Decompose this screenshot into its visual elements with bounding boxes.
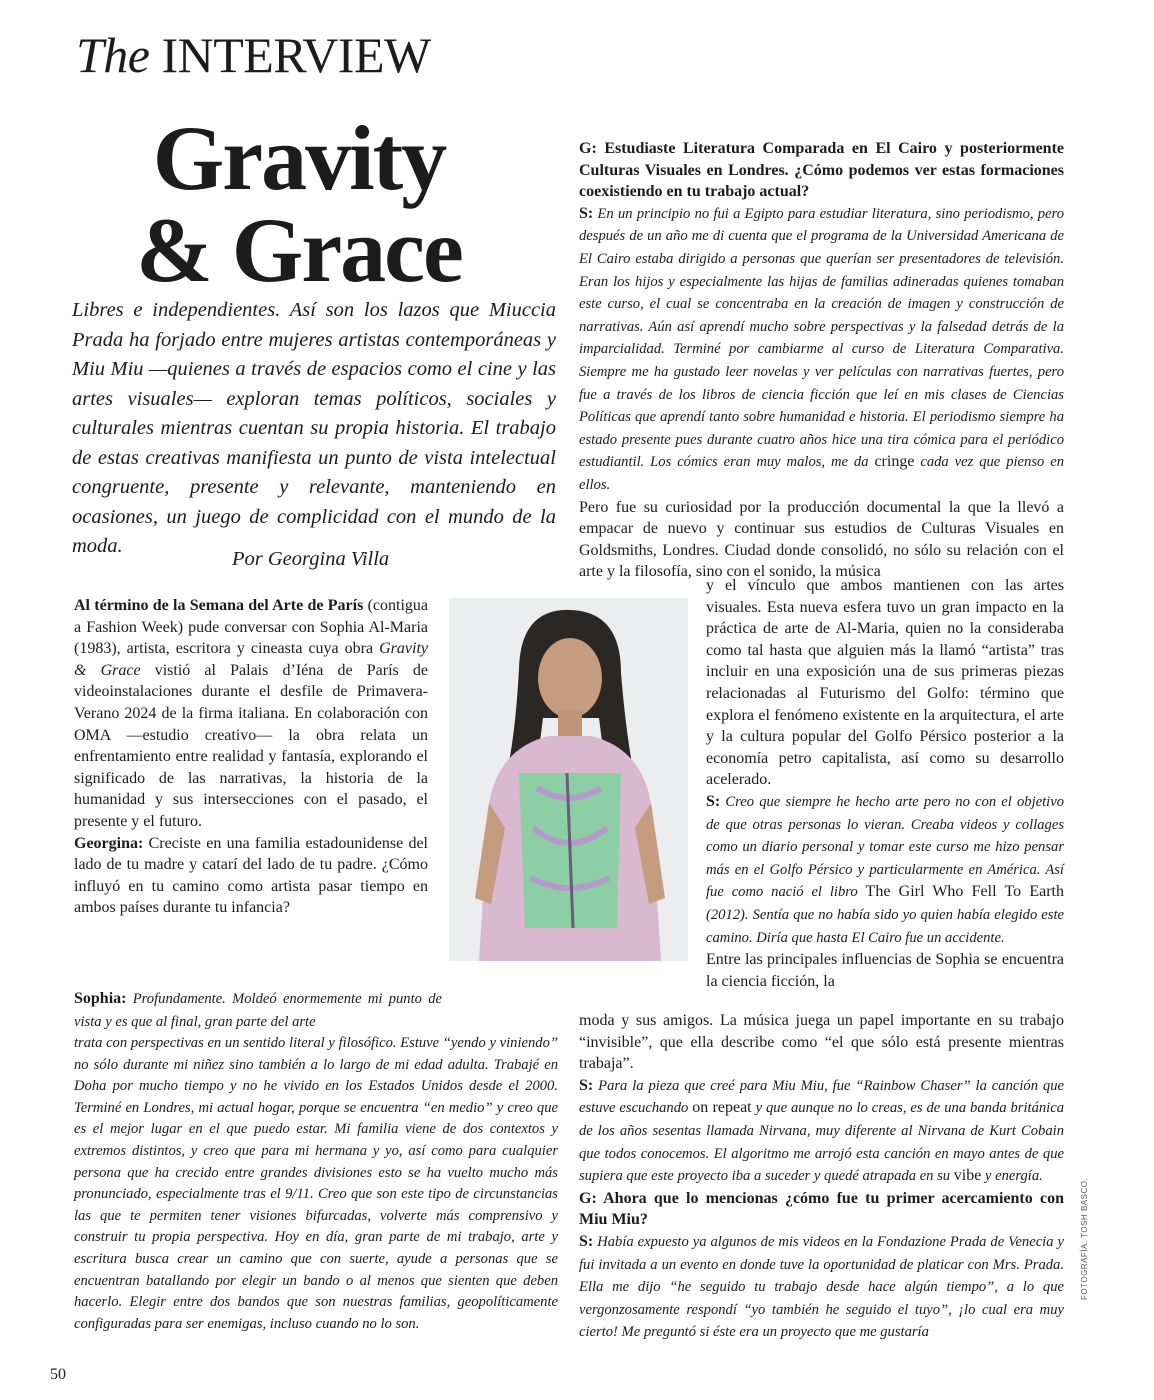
- right-column-bottom: [579, 1010, 1064, 1344]
- lead-text-b: vistió al Palais d’Iéna de París de videoinstalaciones durante el desfile de Primavera-Verano 2024 de la firma italiana. En colaboración con OMA —estudio creativo— la obra relata un enfrentamiento entre realidad y fantasía, explorando el significado de las narrativas, la historia de la humanidad y sus intersecciones con el pasado, el presente y el futuro.: [74, 661, 428, 830]
- answer-2: [579, 203, 1064, 497]
- answer-4: [579, 1075, 1064, 1188]
- influences-paragraph-a: Entre las principales influencias de Sophia se encuentra la ciencia ficción, la: [706, 951, 1064, 990]
- answer-3-book-title: The Girl Who Fell To Earth: [865, 883, 1064, 901]
- answer-1-start-text: Profundamente. Moldeó enormemente mi punto de vista y es que al final, gran parte del arte: [74, 991, 442, 1030]
- photo-credit: FOTOGRAFÍA: TOSH BASCO.: [1080, 1177, 1089, 1300]
- answer-4-label: S:: [579, 1076, 594, 1094]
- answer-2-end: cada vez que pienso en ellos.: [579, 454, 1064, 493]
- left-column-top: [74, 595, 428, 919]
- question-2: G: Estudiaste Literatura Comparada en El Cairo y posteriormente Culturas Visuales en Londres. ¿Cómo podemos ver estas formaciones coexistiendo en tu trabajo actual?: [579, 140, 1064, 201]
- answer-1-rest: trata con perspectivas en un sentido literal y filosófico. Estuve “yendo y viniendo” no sólo durante mi niñez sino también a lo largo de mi edad adulta. Trabajé en Doha por mucho tiempo y no he vivido en los Estados Unidos desde el 2000. Terminé en Londres, mi actual hogar, porque se encuentra “en medio” y creo que es el mejor lugar en el que puedo estar. Mi familia viene de dos contextos y extremos distintos, y creo que para mi hermana y yo, así como para cualquier persona que ha crecido entre grandes divisiones esto se ha vuelto mucho más pronunciado, especialmente tras el 9/11. Creo que son este tipo de circunstancias las que te permiten tener visiones bifurcadas, volverte más comprensivo y construir tu propia perspectiva. Hoy en día, gran parte de mi trabajo, arte y escritura busca crear un camino que con suerte, ayude a personas que se encuentran batallando por elegir un bando o al menos que sienten que deben hacerlo. Elegir entre dos bandos que son nuestras familias, geopolíticamente configuradas para ser enemigas, incluso cuando no lo son.: [74, 1035, 558, 1332]
- answer-4-text-c: y energía.: [981, 1168, 1043, 1185]
- curiosity-paragraph: Pero fue su curiosidad por la producción documental la que la llevó a empacar de nuevo y continuar sus estudios de Culturas Visuales en Goldsmiths, Londres. Ciudad donde consolidó, no sólo su relación con el arte y la filosofía, sino con el sonido, la música: [579, 498, 1064, 581]
- answer-3-label: S:: [706, 792, 721, 810]
- answer-5: [579, 1231, 1064, 1344]
- answer-3-text-a: Creo que siempre he hecho arte pero no con el objetivo de que otras personas lo vieran. Creaba videos y collages como un diario personal y tomar este curso me hizo pensar más en el Golfo Pérsico y particularmente en América. Así fue como nació el libro: [706, 793, 1064, 901]
- answer-1-label: Sophia:: [74, 990, 127, 1007]
- answer-4-vibe: vibe: [953, 1167, 982, 1185]
- header-interview: INTERVIEW: [161, 27, 431, 83]
- answer-4-text-b: y que aunque no lo creas, es de una banda británica de los años sesentas llamada Nirvana, muy diferente al Nirvana de Kurt Cobain que todos conocemos. El algoritmo me arrojó esta canción en mayo antes de que supiera que este proyecto iba a suceder y quedé atrapada en su: [579, 1100, 1064, 1185]
- right-column-middle: [706, 575, 1064, 992]
- answer-4-repeat: on repeat: [692, 1099, 752, 1117]
- section-header: [76, 27, 431, 83]
- lead-artwork-title: Gravity & Grace: [74, 640, 428, 679]
- question-1-label: Georgina:: [74, 834, 144, 852]
- answer-1-start: [74, 988, 442, 1033]
- answer-3-text-b: (2012). Sentía que no había sido yo quien había elegido este camino. Diría que hasta El Cairo fue un accidente.: [706, 906, 1064, 946]
- article-title: [76, 107, 522, 301]
- portrait-illustration: [449, 598, 688, 961]
- lead-bold: Al término de la Semana del Arte de París: [74, 597, 364, 614]
- answer-5-text: Había expuesto ya algunos de mis videos en la Fondazione Prada de Venecia y fui invitada a un evento en donde tuve la oportunidad de platicar con Mrs. Prada. Ella me dijo “he seguido tu trabajo desde hace algún tiempo”, a lo que vergonzosamente respondí “yo también he seguido el tuyo”, ¡lo cual era muy cierto! Me preguntó si éste era un proyecto que me gustaría: [579, 1233, 1064, 1341]
- answer-2-text: En un principio no fui a Egipto para estudiar literatura, sino periodismo, pero después de un año me di cuenta que el programa de la Universidad Americana de El Cairo estaba dirigido a personas que querían ser presentadores de televisión. Eran los hijos y especialmente las hijas de familias adineradas quienes tomaban este curso, el cual se concentraba en la creación de imagen y construcción de narrativas. Aún así aprendí mucho sobre perspectivas y la falsedad detrás de la imparcialidad. Terminé por cambiarme al curso de Literatura Comparativa. Siempre me ha gustado leer novelas y ver películas con narrativas fuertes, pero fue a través de los libros de ciencia ficción que leí en mis clases de Ciencias Políticas que aprendí tanto sobre humanidad e historia. El periodismo siempre ha estado presente pues durante cuatro años hice una tira cómica para el periódico estudiantil. Los cómics eran muy malos, me da: [579, 205, 1064, 471]
- answer-4-text-a: Para la pieza que creé para Miu Miu, fue “Rainbow Chaser” la canción que estuve escuchando: [579, 1077, 1064, 1117]
- title-line-1: Gravity: [152, 107, 446, 209]
- byline: Por Georgina Villa: [232, 548, 390, 570]
- intro-paragraph: Libres e independientes. Así son los lazos que Miuccia Prada ha forjado entre mujeres artistas contemporáneas y Miu Miu —quienes a través de espacios como el cine y las artes visuales— exploran temas políticos, sociales y culturales mientras cuentan su propia historia. El trabajo de estas creativas manifiesta un punto de vista intelectual congruente, presente y relevante, manteniendo en ocasiones, un juego de complicidad con el mundo de la moda.: [72, 299, 556, 557]
- portrait-photo: [449, 598, 688, 961]
- curiosity-paragraph-cont: y el vínculo que ambos mantienen con las artes visuales. Esta nueva esfera tuvo un gran impacto en la práctica de arte de Al-Maria, quien no la consideraba como tal hasta que alguien más la llamó “artista” tras incluir en una exposición una de sus primeras piezas relacionadas al Futurismo del Golfo: término que explora el fenómeno existente en la arquitectura, el arte y la cultura popular del Golfo Pérsico posterior a la economía petro capitalista, así como su desarrollo acelerado.: [706, 577, 1064, 789]
- title-line-2: & Grace: [136, 199, 462, 301]
- influences-paragraph-b: moda y sus amigos. La música juega un papel importante en su trabajo “invisible”, que ella describe como “el que sólo está presente mientras trabaja”.: [579, 1012, 1064, 1073]
- answer-2-label: S:: [579, 204, 594, 222]
- answer-5-label: S:: [579, 1232, 594, 1250]
- answer-2-cringe: cringe: [874, 453, 915, 471]
- lead-paragraph: [74, 595, 428, 833]
- right-column-top: [579, 138, 1064, 583]
- question-5: G: Ahora que lo mencionas ¿cómo fue tu primer acercamiento con Miu Miu?: [579, 1189, 1064, 1229]
- question-1: [74, 833, 428, 919]
- header-the: The: [76, 27, 150, 83]
- page-number: 50: [50, 1366, 66, 1383]
- question-1-text: Creciste en una familia estadounidense del lado de tu madre y catarí del lado de tu padre. ¿Cómo influyó en tu camino como artista pasar tiempo en ambos países durante tu infancia?: [74, 834, 428, 917]
- lead-text-a: (contigua a Fashion Week) pude conversar con Sophia Al-Maria (1983), artista, escritora y cineasta cuya obra: [74, 597, 428, 658]
- answer-3: [706, 791, 1064, 949]
